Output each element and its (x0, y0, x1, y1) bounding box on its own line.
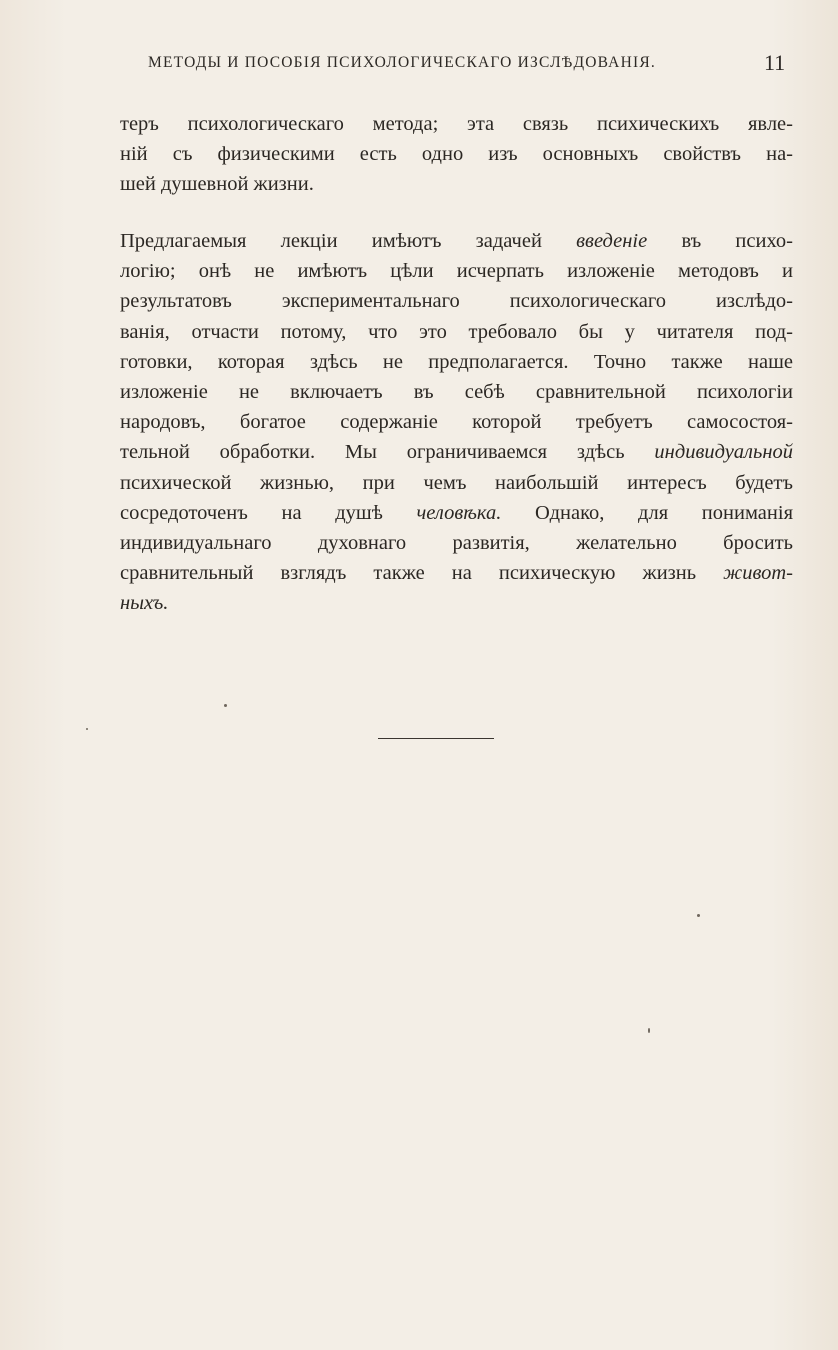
text-line: логію; онѣ не имѣютъ цѣли исчерпать изложеніе методовъ и (120, 260, 793, 283)
paper-speck (86, 728, 88, 730)
paper-speck (648, 1028, 650, 1033)
italic-span: индивидуальной (654, 441, 793, 464)
text-line: готовки, которая здѣсь не предполагается. Точно также наше (120, 350, 793, 373)
text-span: Предлагаемыя лекціи имѣютъ задачей (120, 230, 577, 252)
text-line (120, 437, 793, 467)
page-number: 11 (764, 50, 786, 75)
text-line (120, 226, 793, 256)
text-line (120, 558, 793, 588)
italic-span: ныхъ. (120, 592, 169, 615)
paper-speck (224, 704, 227, 707)
section-end-rule (378, 738, 494, 739)
text-line: ванія, отчасти потому, что это требовало бы у читателя под- (120, 320, 793, 343)
italic-span: человѣка. (416, 501, 502, 524)
text-span: тельной обработки. Мы ограничиваемся здѣсь (120, 441, 655, 464)
text-line: народовъ, богатое содержаніе которой требуетъ самосостоя- (120, 411, 793, 434)
italic-span: введеніе (576, 230, 648, 252)
text-line: результатовъ экспериментальнаго психологическаго изслѣдо- (120, 290, 793, 313)
italic-span: живот- (723, 562, 793, 585)
text-span: сравнительный взглядъ также на психическую жизнь (120, 562, 724, 585)
text-line: изложеніе не включаетъ въ себѣ сравнительной психологіи (120, 381, 793, 404)
text-line: психической жизнью, при чемъ наибольшій интересъ будетъ (120, 471, 793, 494)
text-span: Однако, для пониманія (501, 501, 793, 524)
text-line: индивидуальнаго духовнаго развитія, желательно бросить (120, 532, 793, 555)
paragraph-1 (120, 109, 793, 200)
paper-speck (697, 914, 700, 917)
text-line: теръ психологическаго метода; эта связь психическихъ явле- (120, 113, 793, 135)
text-line: шей душевной жизни. (120, 173, 314, 196)
text-line: ній съ физическими есть одно изъ основныхъ свойствъ на- (120, 143, 793, 166)
paragraph-2 (120, 226, 793, 619)
running-head: МЕТОДЫ И ПОСОБІЯ ПСИХОЛОГИЧЕСКАГО ИЗСЛѢДОВАНІЯ. (148, 54, 656, 71)
text-line (120, 588, 793, 618)
text-span: сосредоточенъ на душѣ (120, 501, 417, 524)
text-line (120, 498, 793, 528)
text-span: въ психо- (647, 230, 794, 252)
